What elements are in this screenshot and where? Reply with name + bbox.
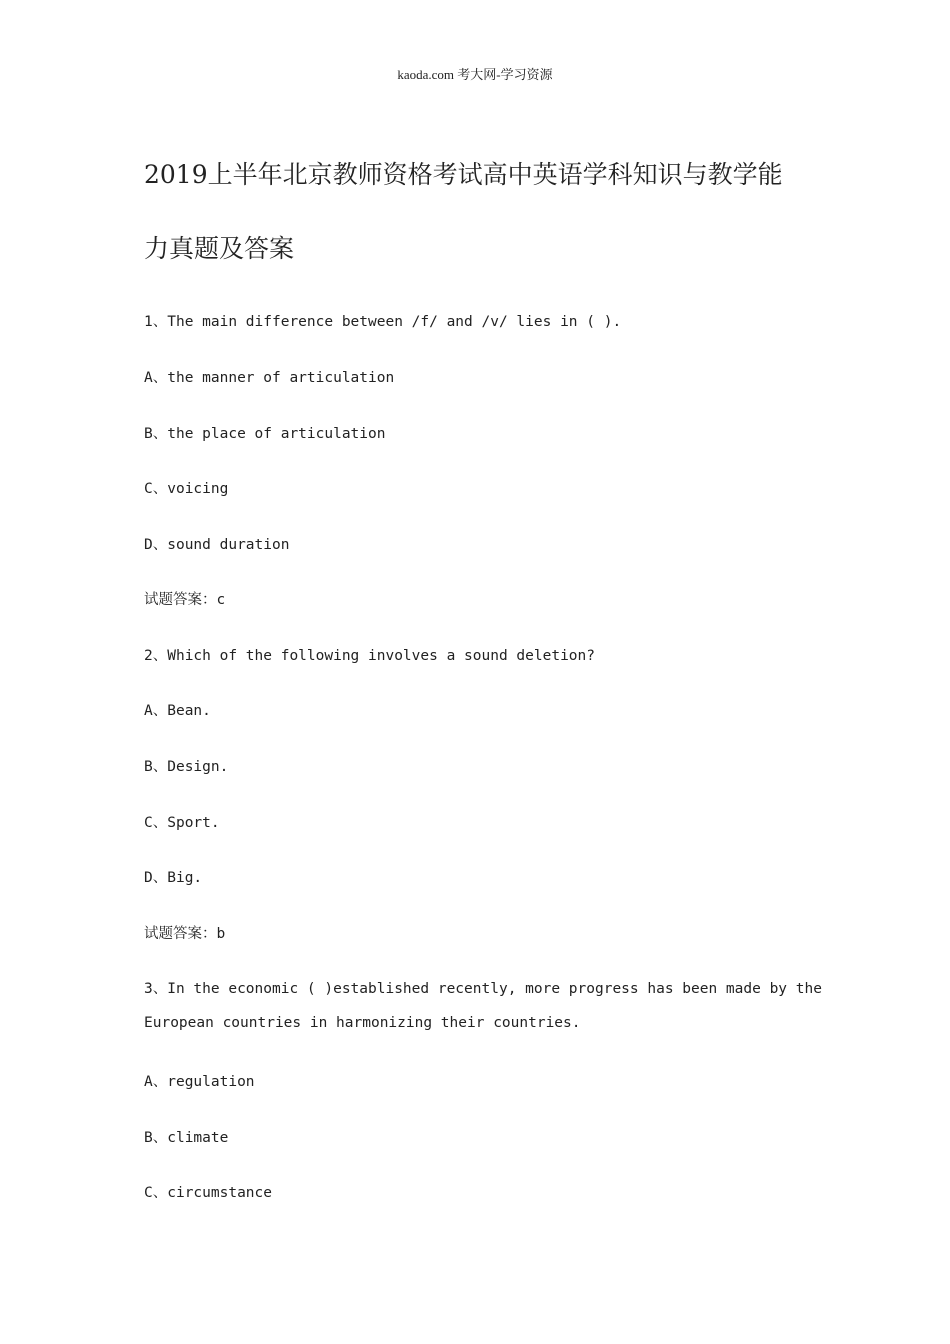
question-2-option-b: B、Design. <box>144 759 229 775</box>
question-2-stem: 2、Which of the following involves a sound deletion? <box>144 648 595 664</box>
document-title-line-2: 力真题及答案 <box>144 234 295 263</box>
question-2-answer: 试题答案：b <box>144 926 226 942</box>
question-1-stem: 1、The main difference between /f/ and /v/ lies in ( ). <box>144 314 622 330</box>
question-3-option-a: A、regulation <box>144 1074 255 1090</box>
question-1-option-a: A、the manner of articulation <box>144 370 395 386</box>
question-3-option-b: B、climate <box>144 1130 229 1146</box>
document-title-line-1: 2019上半年北京教师资格考试高中英语学科知识与教学能 <box>144 160 783 189</box>
question-3-stem-line-1: 3、In the economic ( )established recently, more progress has been made by the <box>144 981 822 997</box>
question-1-option-d: D、sound duration <box>144 537 290 553</box>
question-2-option-d: D、Big. <box>144 870 203 886</box>
question-1-answer: 试题答案：c <box>144 592 226 608</box>
question-3-stem-line-2: European countries in harmonizing their countries. <box>144 1015 581 1031</box>
question-3-option-c: C、circumstance <box>144 1185 272 1201</box>
question-2-option-a: A、Bean. <box>144 703 211 719</box>
question-1-option-c: C、voicing <box>144 481 229 497</box>
page-header: kaoda.com 考大网-学习资源 <box>397 67 553 82</box>
question-1-option-b: B、the place of articulation <box>144 426 386 442</box>
question-2-option-c: C、Sport. <box>144 815 220 831</box>
